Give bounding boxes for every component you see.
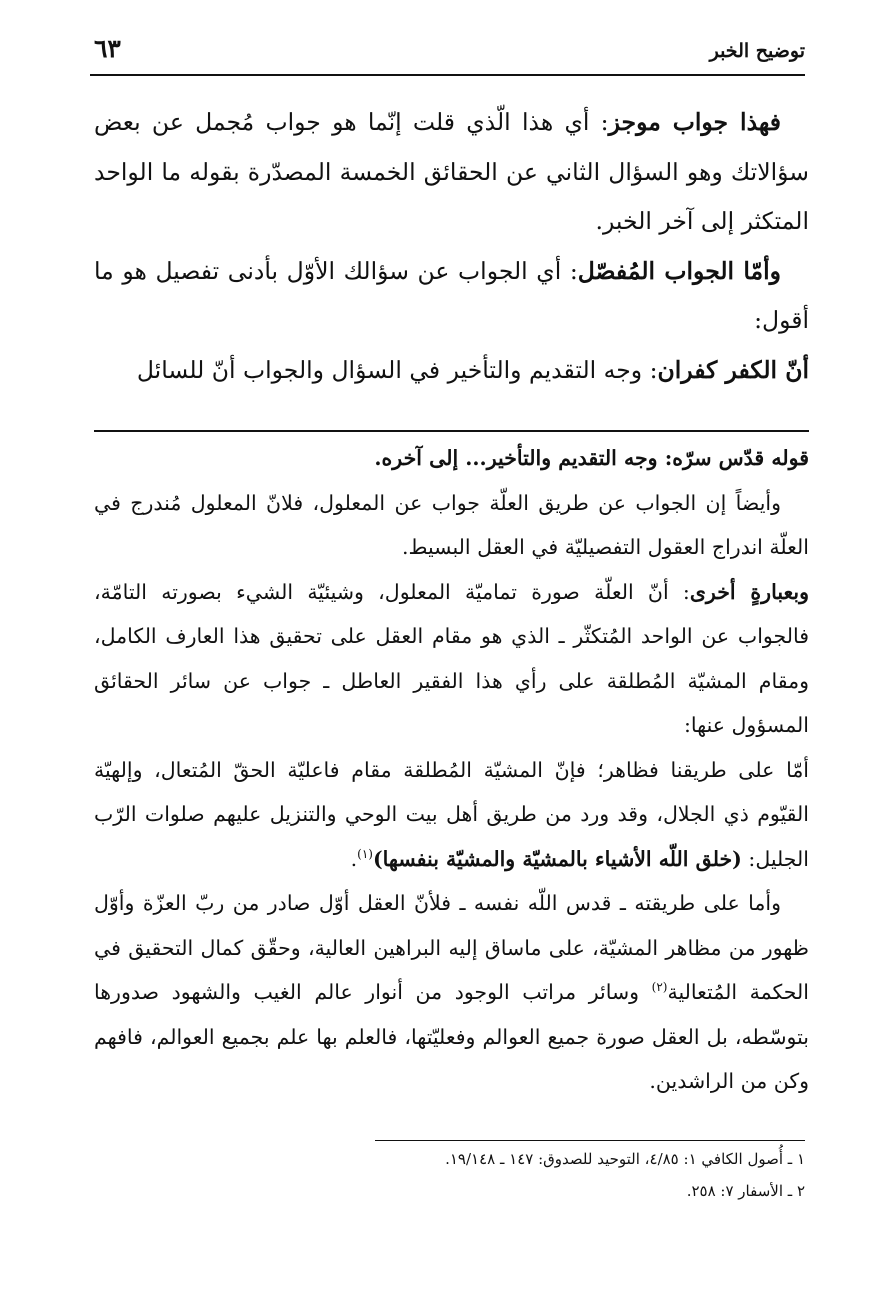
sentence-end: .	[350, 846, 358, 871]
commentary-paragraph	[94, 570, 809, 748]
commentary-section	[94, 430, 809, 1104]
commentary-title: قوله قدّس سرّه: وجه التقديم والتأخير... إلى آخره.	[374, 446, 809, 470]
page-header	[90, 28, 805, 76]
paragraph-text: وسائر مراتب الوجود من أنوار عالم الغيب والشهود صدورها بتوسّطه، بل العقل صورة جميع العوالم وفعليّتها، فالعلم بها علم بجميع العوالم، فافهم وكن من الراشدين.	[94, 980, 809, 1093]
paragraph-text: أمّا على طريقنا فظاهر؛ فإنّ المشيّة المُطلقة مقام فاعليّة الحقّ المُتعال، وإلهيّة القيّوم ذي الجلال، وقد ورد من طريق أهل بيت الوحي والتنزيل عليهم صلوات الرّب الجليل:	[94, 757, 809, 871]
paragraph-lead: فهذا جواب موجز	[608, 108, 781, 136]
paragraph-text: وأما على طريقته ـ قدس اللّه نفسه ـ فلأنّ العقل أوّل صادر من ربّ العزّة وأوّل ظهور من مظاهر المشيّة، على ماساق إليه البراهين العالية، وحقّق كمال التحقيق في الحكمة المُتعالية	[94, 891, 809, 1004]
paragraph-lead: أنّ الكفر كفران	[657, 355, 809, 384]
main-paragraph	[94, 98, 809, 247]
commentary-paragraph: وأيضاً إن الجواب عن طريق العلّة جواب عن المعلول، فلانّ المعلول مُندرج في العلّة اندراج العقول التفصيليّة في العقل البسيط.	[94, 490, 809, 559]
footnotes	[375, 1140, 805, 1207]
commentary-paragraph	[94, 881, 809, 1104]
main-text	[94, 98, 809, 395]
paragraph-text: : أي هذا الّذي قلت إنّما هو جواب مُجمل عن بعض سؤالاتك وهو السؤال الثاني عن الحقائق الخمسة المصدّرة بقوله ما الواحد المتكثر إلى آخر الخبر.	[94, 108, 809, 235]
footnote-1: ١ ـ أُصول الكافي ١: ٤/٨٥، التوحيد للصدوق: ١٤٧ ـ ١٩/١٤٨.	[445, 1150, 805, 1168]
footnote-2: ٢ ـ الأسفار ٧: ٢٥٨.	[686, 1182, 805, 1200]
paragraph-lead: وأمّا الجواب المُفصّل	[577, 256, 781, 285]
paragraph-lead: وبعبارةٍ أخرى	[689, 579, 809, 604]
commentary-paragraph	[94, 748, 809, 882]
paragraph-text: : وجه التقديم والتأخير في السؤال والجواب أنّ للسائل	[136, 355, 658, 384]
page-number: ٦٣	[94, 34, 121, 63]
main-paragraph	[94, 247, 809, 346]
paragraph-text: : أنّ العلّة صورة تماميّة المعلول، وشيئيّة الشيء بصورته التامّة، فالجواب عن الواحد المُتكثّر ـ الذي هو مقام العقل على تحقيق هذا العارف الكامل، ومقام المشيّة المُطلقة على رأي هذا الفقير العاطل ـ جواب عن سائر الحقائق المسؤول عنها:	[94, 579, 809, 737]
footnote-ref-1[interactable]: (١)	[357, 846, 373, 861]
paragraph-text: : أي الجواب عن سؤالك الأوّل بأدنى تفصيل هو ما أقول:	[94, 256, 809, 334]
hadith-quote: (خلق اللّه الأشياء بالمشيّة والمشيّة بنفسها)	[372, 846, 742, 871]
running-title: توضيح الخبر	[709, 40, 805, 62]
footnote-ref-2[interactable]: (٢)	[651, 980, 668, 995]
main-paragraph	[94, 346, 809, 396]
